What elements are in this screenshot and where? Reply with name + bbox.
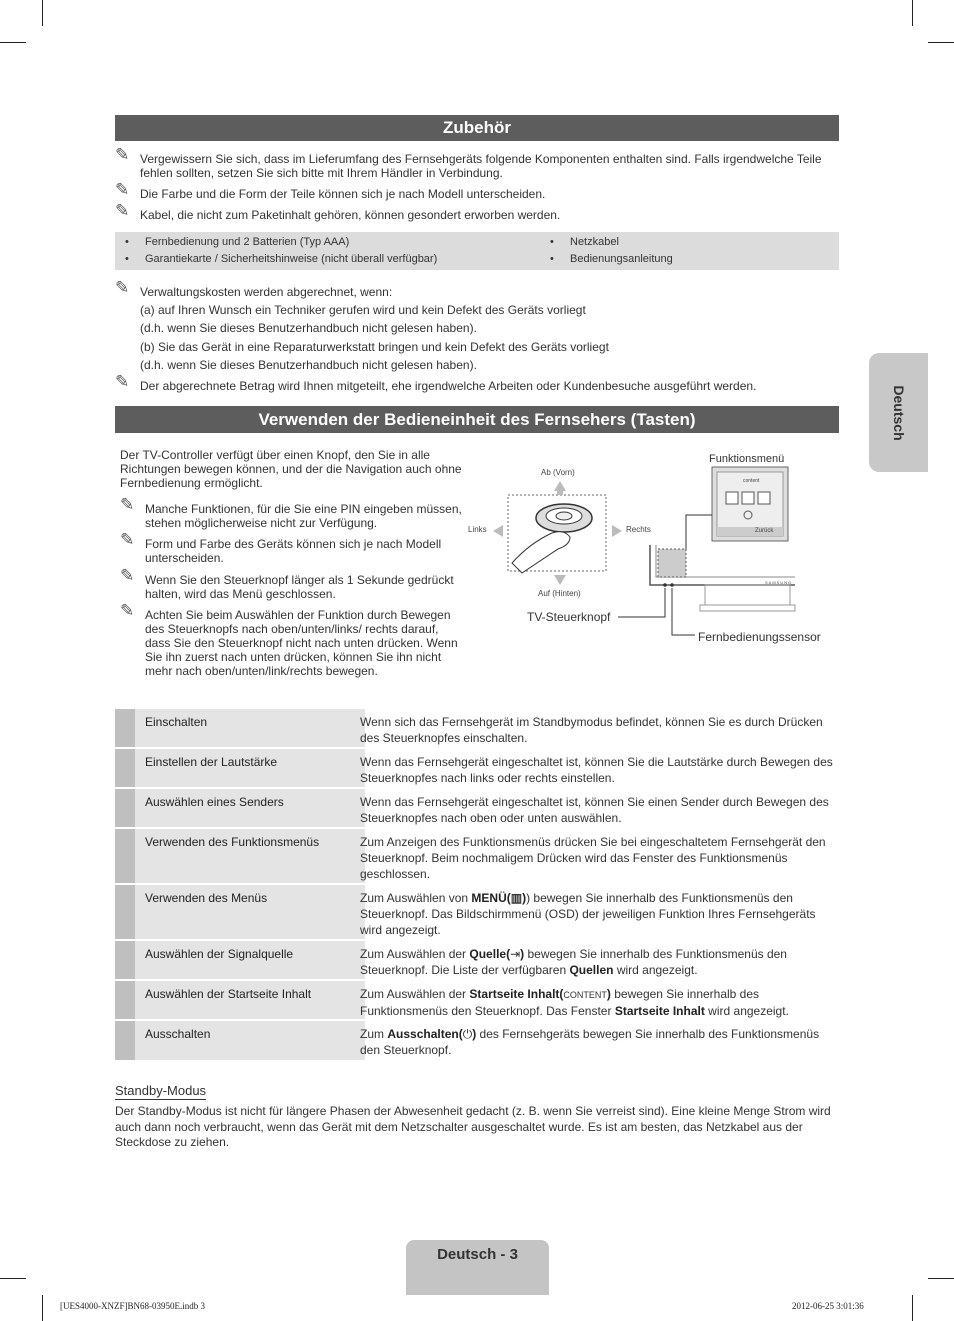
pencil-icon: ✎ [120, 566, 135, 585]
pencil-icon: ✎ [120, 495, 135, 514]
knob-dot [663, 583, 667, 587]
crop-mark [0, 42, 26, 43]
controller-note: ✎ Wenn Sie den Steuerknopf länger als 1 Sekunde gedrückt halten, wird das Menü geschlossen. [120, 566, 454, 601]
row-label: Auswählen der Signalquelle [145, 947, 294, 961]
fee-line: (d.h. wenn Sie dieses Benutzerhandbuch nicht gelesen haben). [140, 358, 477, 372]
controller-intro: Der TV-Controller verfügt über einen Knopf, den Sie in alle Richtungen bewegen können, und der die Navigation auch ohne Fernbedienung ermöglicht. [120, 448, 462, 490]
fee-line: (a) auf Ihren Wunsch ein Techniker gerufen wird und kein Defekt des Geräts vorliegt [140, 303, 586, 317]
row-label: Auswählen der Startseite Inhalt [145, 987, 312, 1001]
note: ✎ Die Farbe und die Form der Teile können sich je nach Modell unterscheiden. [115, 180, 546, 201]
row-marker [115, 1021, 135, 1060]
table-row [115, 885, 839, 939]
note: ✎ Kabel, die nicht zum Paketinhalt gehören, können gesondert erworben werden. [115, 201, 561, 222]
row-marker [115, 941, 135, 979]
row-desc: Wenn das Fernsehgerät eingeschaltet ist, können Sie einen Sender durch Bewegen des Steuerknopfes nach oben oder unten auswählen. [360, 795, 829, 825]
controller-note: ✎ Form und Farbe des Geräts können sich je nach Modell unterscheiden. [120, 530, 442, 565]
row-marker [115, 709, 135, 747]
label-function-menu: Funktionsmenü [709, 453, 785, 465]
arrow-up-stem [557, 491, 563, 495]
row-desc: Zum Anzeigen des Funktionsmenüs drücken Sie bei eingeschaltetem Fernsehgerät den Steuerknopf. Beim nochmaligem Drücken wird das Fenster des Funktionsmenüs geschlossen. [360, 835, 826, 881]
row-label: Verwenden des Funktionsmenüs [145, 835, 320, 849]
crop-mark [928, 1278, 954, 1279]
controller-diagram [460, 445, 840, 655]
row-desc: Zum Ausschalten(⏻) des Fernsehgeräts bewegen Sie innerhalb des Funktionsmenüs den Steuerknopf. [360, 1027, 820, 1057]
menu-icon: ▥ [510, 891, 523, 905]
knob-button [556, 512, 572, 520]
fee-line: (d.h. wenn Sie dieses Benutzerhandbuch nicht gelesen haben). [140, 321, 477, 335]
power-icon: ⏻ [462, 1027, 473, 1041]
pencil-icon: ✎ [115, 278, 130, 297]
knob-leader-line [618, 588, 665, 617]
row-desc: Zum Auswählen von MENÜ(▥)) bewegen Sie innerhalb des Funktionsmenüs den Steuerknopf. Das Bildschirmmenü (OSD) der jeweiligen Funktion Ihres Fernsehgeräts wird angezeigt. [360, 891, 816, 937]
pencil-icon: ✎ [115, 180, 130, 199]
table-row [115, 1021, 839, 1060]
label-up: Ab (Vorn) [541, 468, 575, 477]
row-marker [115, 981, 135, 1019]
row-marker [115, 789, 135, 827]
accessory-item: • Netzkabel [570, 236, 619, 248]
section-header-accessories: Zubehör [115, 115, 839, 141]
table-row [115, 709, 839, 747]
tv-base [700, 605, 795, 611]
sensor-box [658, 549, 686, 577]
arrow-up-icon [554, 481, 566, 491]
row-label: Einstellen der Lautstärke [145, 755, 278, 769]
menu-leader-line [686, 515, 712, 549]
menu-icon [726, 492, 738, 504]
table-row [115, 981, 839, 1019]
standby-text: Der Standby-Modus ist nicht für längere Phasen der Abwesenheit gedacht (z. B. wenn Sie verreist sind). Eine kleine Menge Strom wird auch dann noch verbraucht, wenn das Gerät mit dem Netzschalter ausgeschaltet wurde. Es ist am besten, das Netzkabel aus der Steckdose zu ziehen. [115, 1104, 831, 1149]
note: ✎ Der abgerechnete Betrag wird Ihnen mitgeteilt, ehe irgendwelche Arbeiten oder Kundenbesuche ausgeführt werden. [115, 372, 757, 393]
fee-line: (b) Sie das Gerät in eine Reparaturwerkstatt bringen und kein Defekt des Geräts vorliegt [140, 340, 609, 354]
arrow-right-icon [612, 525, 622, 537]
back-icon [742, 492, 754, 504]
row-label: Verwenden des Menüs [145, 891, 268, 905]
pencil-icon: ✎ [120, 530, 135, 549]
arrow-left-icon [493, 525, 503, 537]
table-row [115, 829, 839, 883]
accessory-item: • Garantiekarte / Sicherheitshinweise (nicht überall verfügbar) [145, 253, 437, 265]
label-left: Links [468, 525, 487, 534]
label-knob: TV-Steuerknopf [527, 610, 611, 624]
date-slug: 2012-06-25 3:01:36 [792, 1301, 864, 1311]
sensor-leader-line [672, 588, 695, 635]
content-icon: CONTENT [563, 990, 607, 1000]
row-desc: Zum Auswählen der Quelle(⇥) bewegen Sie innerhalb des Funktionsmenüs den Steuerknopf. Die Liste der verfügbaren Quellen wird angezeigt. [360, 947, 787, 977]
page-number-tab: Deutsch - 3 [406, 1240, 549, 1295]
tv-stand [705, 585, 790, 607]
pencil-icon: ✎ [115, 372, 130, 391]
label-menu-top: content [743, 478, 760, 484]
crop-mark [912, 1295, 913, 1321]
finger-icon [512, 532, 570, 573]
pencil-icon: ✎ [120, 601, 135, 620]
sensor-dot [670, 583, 674, 587]
standby-title: Standby-Modus [115, 1083, 207, 1098]
row-desc: Wenn das Fernsehgerät eingeschaltet ist, können Sie die Lautstärke durch Bewegen des Steuerknopfes nach links oder rechts einstellen. [360, 755, 833, 785]
source-icon: ⇥ [510, 947, 521, 961]
accessory-item: • Bedienungsanleitung [570, 253, 673, 265]
table-row [115, 749, 839, 787]
label-right: Rechts [626, 525, 651, 534]
arrow-down-icon [554, 575, 566, 585]
note: ✎ Vergewissern Sie sich, dass im Lieferumfang des Fernsehgeräts folgende Komponenten enthalten sind. Falls irgendwelche Teile fehlen sollten, setzen Sie sich bitte mit Ihrem Händler in Verbindung. [115, 145, 822, 180]
label-menu-back: Zurück [755, 528, 774, 534]
table-row [115, 941, 839, 979]
section-header-controller: Verwenden der Bedieneinheit des Fernsehers (Tasten) [115, 406, 839, 433]
controller-note: ✎ Achten Sie beim Auswählen der Funktion durch Bewegen des Steuerknopfs nach oben/unten/links/ rechts darauf, dass Sie den Steuerknopf nicht nach unten drücken. Wenn Sie ihn zuerst nach unten drücken, können Sie ihn nicht mehr nach oben/unten/link/rechts bewegen. [120, 601, 458, 678]
crop-mark [912, 0, 913, 26]
crop-mark [0, 1278, 26, 1279]
crop-mark [928, 42, 954, 43]
file-slug: [UES4000-XNZF]BN68-03950E.indb 3 [60, 1301, 205, 1311]
table-row [115, 789, 839, 827]
row-marker [115, 749, 135, 787]
row-label: Ausschalten [145, 1027, 211, 1041]
row-marker [115, 829, 135, 883]
source-icon [758, 492, 770, 504]
row-desc: Zum Auswählen der Startseite Inhalt(CONTENT) bewegen Sie innerhalb des Funktionsmenüs den Steuerknopf. Das Fenster Startseite Inhalt wird angezeigt. [360, 987, 789, 1018]
label-sensor: Fernbedienungssensor [698, 630, 821, 644]
note: ✎ Verwaltungskosten werden abgerechnet, wenn: [115, 278, 393, 299]
language-tab: Deutsch [869, 353, 928, 472]
tv-brand: SAMSUNG [765, 580, 793, 585]
pencil-icon: ✎ [115, 201, 130, 220]
crop-mark [42, 1295, 43, 1321]
label-down: Auf (Hinten) [538, 589, 581, 598]
controller-note: ✎ Manche Funktionen, für die Sie eine PIN eingeben müssen, stehen möglicherweise nicht zur Verfügung. [120, 495, 462, 530]
row-marker [115, 885, 135, 939]
row-desc: Wenn sich das Fernsehgerät im Standbymodus befindet, können Sie es durch Drücken des Steuerknopfes einschalten. [360, 715, 823, 745]
row-label: Einschalten [145, 715, 208, 729]
accessory-item: • Fernbedienung und 2 Batterien (Typ AAA) [145, 236, 349, 248]
row-label: Auswählen eines Senders [145, 795, 284, 809]
crop-mark [42, 0, 43, 26]
pencil-icon: ✎ [115, 145, 130, 164]
